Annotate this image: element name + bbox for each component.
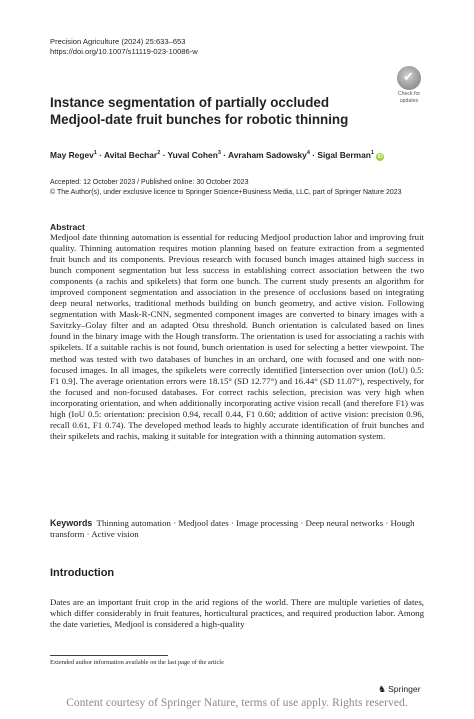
author-affiliation: 1 [93,150,97,156]
keywords-list: Thinning automation · Medjool dates · Image processing · Deep neural networks · Hough transform · Active vision [50,518,415,540]
orcid-icon[interactable]: iD [377,153,383,160]
accepted-published-dates: Accepted: 12 October 2023 / Published online: 30 October 2023 [50,179,249,186]
publisher-logo [378,684,421,695]
copyright-notice: © The Author(s), under exclusive licence to Springer Science+Business Media, LLC, part of Springer Nature 2023 [50,189,402,196]
publication-dates [50,178,402,198]
check-for-updates-badge[interactable] [393,66,425,106]
author-affiliation: 1 [370,150,374,156]
author-name[interactable]: Sigal Berman [317,149,371,160]
check-for-updates-icon: ✔ [397,66,421,90]
author-name[interactable]: Avital Bechar [103,149,158,160]
author-affiliation: 2 [157,150,161,156]
paper-title: Instance segmentation of partially occluded Medjool-date fruit bunches for robotic thinning [50,95,349,127]
author-affiliation: 4 [306,150,310,156]
author-affiliation: 3 [217,150,221,156]
publisher-name: Springer [388,684,421,694]
author-list: May Regev$^1$ · Avital Bechar$^2$ · Yuval Cohen$^3$ · Avraham Sadowsky$^4$ · Sigal Berman$^1$ iD [50,149,383,160]
author-name[interactable]: May Regev [50,149,94,160]
introduction-heading: Introduction [50,567,115,579]
abstract-text: Medjool date thinning automation is essential for reducing Medjool production labor and improving fruit quality. Thinning automation requires motion planning based on feature extraction from a segmented fruit bunch and its components. Previous research with focused bunch images attained high success in bunch component segmentation but less success in establishing correct association between the two components (a rachis and spikelets) that form one bunch. The current study presents an algorithm for improved component segmentation and association in the presence of occlusions based on integrating deep neural networks, traditional methods building on bunch geometry, and active vision. Following segmentation with Mask-R-CNN, segmented component images are converted to binary images with a Savitzky–Golay filter and an adapted Otsu threshold. Bunch orientation is calculated based on lines found in the binary image with the Hough transform. The orientation is used for associating a rachis with spikelets. If a suitable rachis is not found, bunch orientation is used for selecting a better viewpoint. The method was tested with two databases of bunches in an orchard, one with focused and one with non-focused images. In all images, the spikelets were correctly identified [intersection over union (IoU) 0.5: F1 0.9]. The average orientation errors were 18.15° (SD 12.77°) and 16.44° (SD 11.07°), respectively, for the focused and non-focused databases. For correct rachis selection, precision was very high when incorporating orientation, and when additionally incorporating active vision recall (and therefore F1) was high (IoU 0.5: orientation: precision 0.94, recall 0.44, F1 0.60; addition of active vision: precision 0.96, recall 0.61, F1 0.74). The developed method leads to highly accurate identification of fruit bunches and their spikelets and rachis, making it suitable for integration with a thinning automation system. [50,232,424,441]
keywords-label: Keywords [50,518,93,528]
footnote-divider [50,655,168,656]
journal-header [50,37,198,57]
keywords-section [50,518,424,540]
journal-citation: Precision Agriculture (2024) 25:633–653 [50,37,186,46]
author-name[interactable]: Yuval Cohen [167,149,218,160]
badge-label-1: Check for [397,91,421,97]
springer-horse-icon: ♞ [378,684,387,694]
doi-link[interactable]: https://doi.org/10.1007/s11119-023-10086-w [50,47,198,56]
introduction-text: Dates are an important fruit crop in the arid regions of the world. There are multiple varieties of dates, which differ considerably in fruit features, horticultural practices, and required production labor. Among the date varieties, Medjool is considered a high-quality [50,597,424,630]
badge-label-2: updates [399,98,419,104]
abstract-heading: Abstract [50,222,85,232]
footnote: Extended author information available on the last page of the article [50,659,224,666]
courtesy-watermark: Content courtesy of Springer Nature, terms of use apply. Rights reserved. [66,697,408,709]
author-name[interactable]: Avraham Sadowsky [228,149,307,160]
